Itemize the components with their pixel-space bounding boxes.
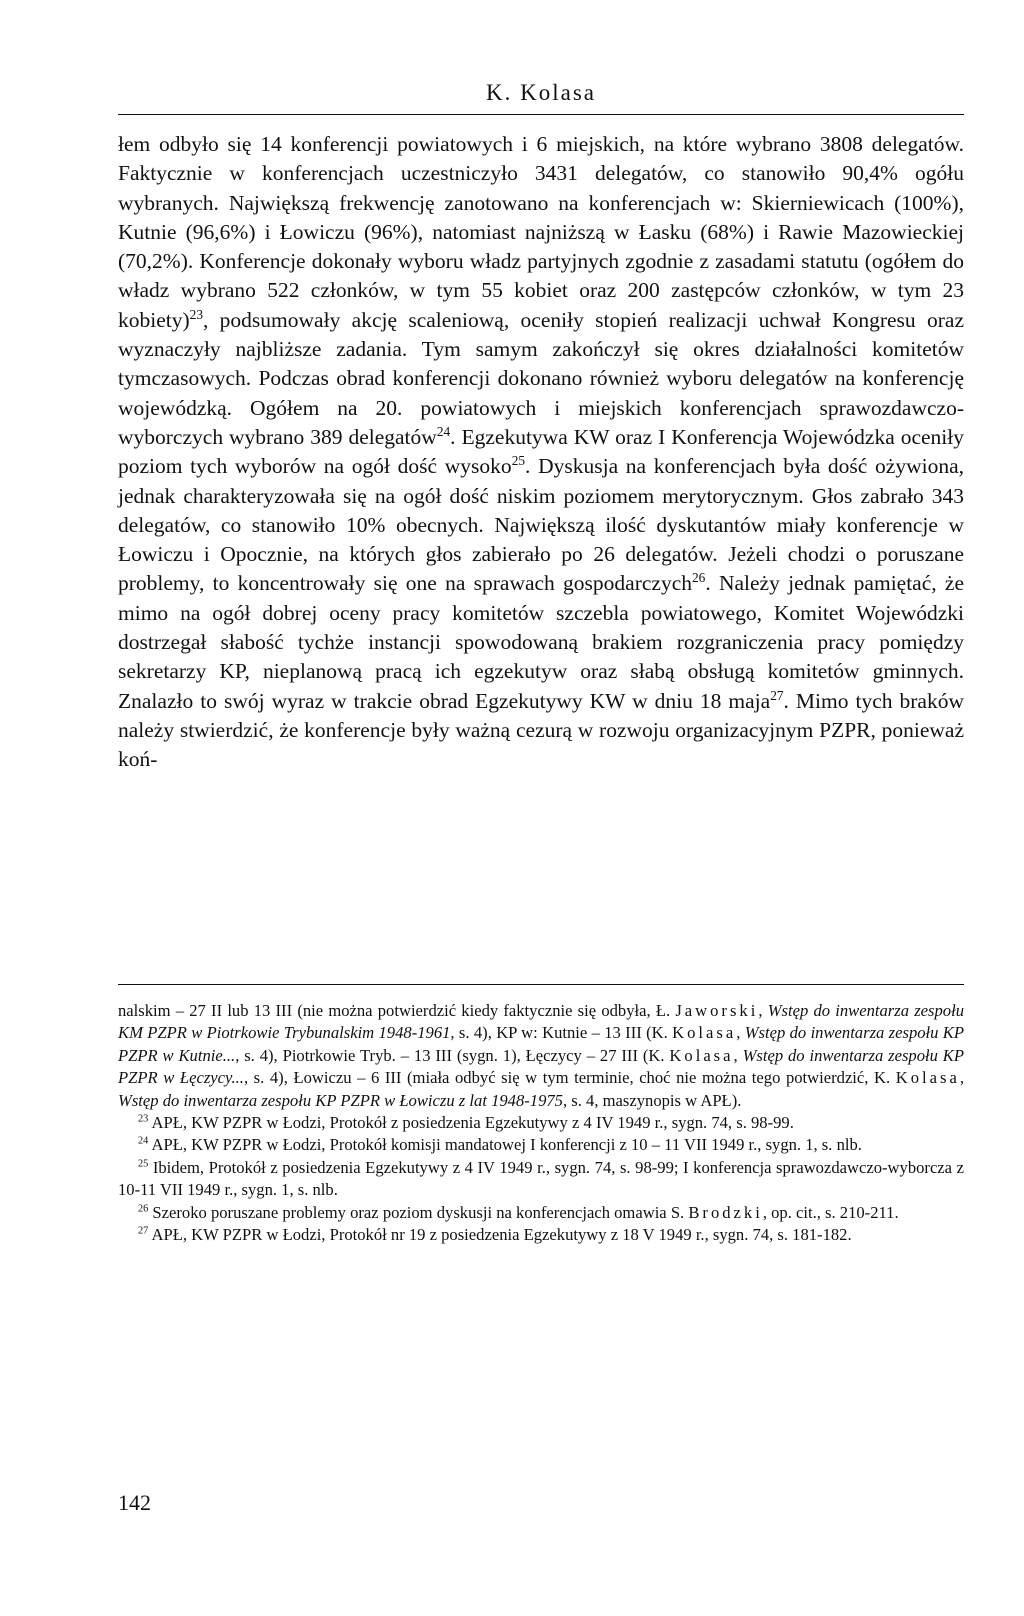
body-paragraph xyxy=(118,130,964,775)
footnote-number: 23 xyxy=(138,1113,149,1125)
footnote-27: $^{27}$ APŁ, KW PZPR w Łodzi, Protokół nr 19 z posiedzenia Egzekutywy z 18 V 1949 r., sygn. 74, s. 181-182. xyxy=(138,1225,852,1245)
work-title: Wstęp do inwentarza zespołu KP PZPR w Kutnie... xyxy=(118,1023,965,1065)
body-text-segment: . Dyskusja na konferencjach była dość ożywiona, jednak charakteryzowała się na ogół dość niskim poziomem merytorycznym. Głos zabrało 343 delegatów, co stanowiło 10% obecnych. Największą ilość dyskutantów miały konferencje w Łowiczu i Opocznie, na których głos zabierało po 26 delegatów. Jeżeli chodzi o poruszane problemy, to koncentrowały się one na sprawach gospodarczych xyxy=(118,454,964,596)
body-text-segment: , podsumowały akcję scaleniową, oceniły stopień realizacji uchwał Kongresu oraz wyznaczyły najbliższe zadania. Tym samym zakończył się okres działalności komitetów tymczasowych. Podczas obrad konferencji dokonano również wyboru delegatów na konferencję wojewódzką. Ogółem na 20. powiatowych i miejskich konferencjach sprawozdawczo-wyborczych wybrano 389 delegatów xyxy=(118,307,964,449)
author-name: Kolasa xyxy=(669,1045,734,1065)
author-name: Jaworski xyxy=(675,1001,759,1020)
footnote-24: $^{24}$ APŁ, KW PZPR w Łodzi, Protokół komisji mandatowej I konferencji z 10 – 11 VII 1949 r., sygn. 1, s. nlb. xyxy=(138,1135,862,1155)
footnote-ref-27[interactable]: 27 xyxy=(770,687,784,703)
footnote-number: 24 xyxy=(138,1135,149,1147)
header-rule xyxy=(118,114,964,115)
footnote-number: 25 xyxy=(138,1158,149,1170)
work-title: Wstęp do inwentarza zespołu KP PZPR w Łowiczu z lat 1948-1975 xyxy=(118,1090,563,1110)
footnote-25: $^{25}$ Ibidem, Protokół z posiedzenia Egzekutywy z 4 IV 1949 r., sygn. 74, s. 98-99; I konferencja sprawozdawczo-wyborcza z 10-11 VII 1949 r., sygn. 1, s. nlb. xyxy=(118,1157,964,1200)
author-name: Kolasa xyxy=(672,1023,737,1043)
author-name: Brodzki xyxy=(688,1202,763,1222)
page-number: 142 xyxy=(118,1490,151,1515)
footnote-number: 26 xyxy=(138,1203,149,1215)
body-text-segment: . Należy jednak pamiętać, że mimo na ogół dobrej oceny pracy komitetów szczebla powiatowego, Komitet Wojewódzki dostrzegał słabość tychże instancji spowodowaną brakiem rozgraniczenia pracy pomiędzy sekretarzy KP, nieplanową pracą ich egzekutyw oraz słabą obsługą komitetów gminnych. Znalazło to swój wyraz w trakcie obrad Egzekutywy KW w dniu 18 maja xyxy=(118,571,964,713)
body-text-segment: . Egzekutywa KW oraz I Konferencja Wojewódzka oceniły poziom tych wyborów na ogół dość wysoko xyxy=(118,424,964,479)
footnote-number: 27 xyxy=(138,1225,149,1237)
footnote-continuation: nalskim – 27 II lub 13 III (nie można potwierdzić kiedy faktycznie się odbyła, Ł. Jaworski, Wstęp do inwentarza zespołu KM PZPR w Piotrkowie Trybunalskim 1948-1961, s. 4), KP w: Kutnie – 13 III (K. Kolasa, Wstęp do inwentarza zespołu KP PZPR w Kutnie..., s. 4), Piotrkowie Tryb. – 13 III (sygn. 1), Łęczycy – 27 III (K. Kolasa, Wstęp do inwentarza zespołu KP PZPR w Łęczycy..., s. 4), Łowiczu – 6 III (miała odbyć się w tym terminie, choć nie można tego potwierdzić, K. Kolasa, Wstęp do inwentarza zespołu KP PZPR w Łowiczu z lat 1948-1975, s. 4, maszynopis w APŁ). xyxy=(118,1001,965,1110)
body-text-segment: . Mimo tych braków należy stwierdzić, że konferencje były ważną cezurą w rozwoju organizacyjnym PZPR, ponieważ koń- xyxy=(118,688,965,772)
footnote-ref-25[interactable]: 25 xyxy=(511,453,526,469)
footnotes xyxy=(118,1000,964,1246)
work-title: Wstęp do inwentarza zespołu KP PZPR w Łęczycy... xyxy=(118,1045,965,1088)
footnote-23: $^{23}$ APŁ, KW PZPR w Łodzi, Protokół z posiedzenia Egzekutywy z 4 IV 1949 r., sygn. 74, s. 98-99. xyxy=(138,1113,794,1133)
author-name: Kolasa xyxy=(895,1068,960,1088)
footnote-26: $^{26}$ Szeroko poruszane problemy oraz poziom dyskusji na konferencjach omawia S. Brodzki, op. cit., s. 210-211. xyxy=(138,1202,899,1222)
footnote-ref-24[interactable]: 24 xyxy=(436,423,451,439)
work-title: Wstęp do inwentarza zespołu KM PZPR w Piotrkowie Trybunalskim 1948-1961 xyxy=(118,1001,964,1043)
body-text-segment: łem odbyło się 14 konferencji powiatowych i 6 miejskich, na które wybrano 3808 delegatów. Faktycznie w konferencjach uczestniczyło 3431 delegatów, co stanowiło 90,4% ogółu wybranych. Największą frekwencję zanotowano na konferencjach w: Skierniewicach (100%), Kutnie (96,6%) i Łowiczu (96%), natomiast najniższą w Łasku (68%) i Rawie Mazowieckiej (70,2%). Konferencje dokonały wyboru władz partyjnych zgodnie z zasadami statutu (ogółem do władz wybrano 522 członków, w tym 55 kobiet oraz 200 zastępców członków, w tym 23 kobiety) xyxy=(118,132,964,332)
footnote-rule xyxy=(118,984,964,985)
footnote-ref-26[interactable]: 26 xyxy=(692,570,706,586)
running-head: K. Kolasa xyxy=(486,80,596,105)
footnote-ref-23[interactable]: 23 xyxy=(189,306,203,322)
